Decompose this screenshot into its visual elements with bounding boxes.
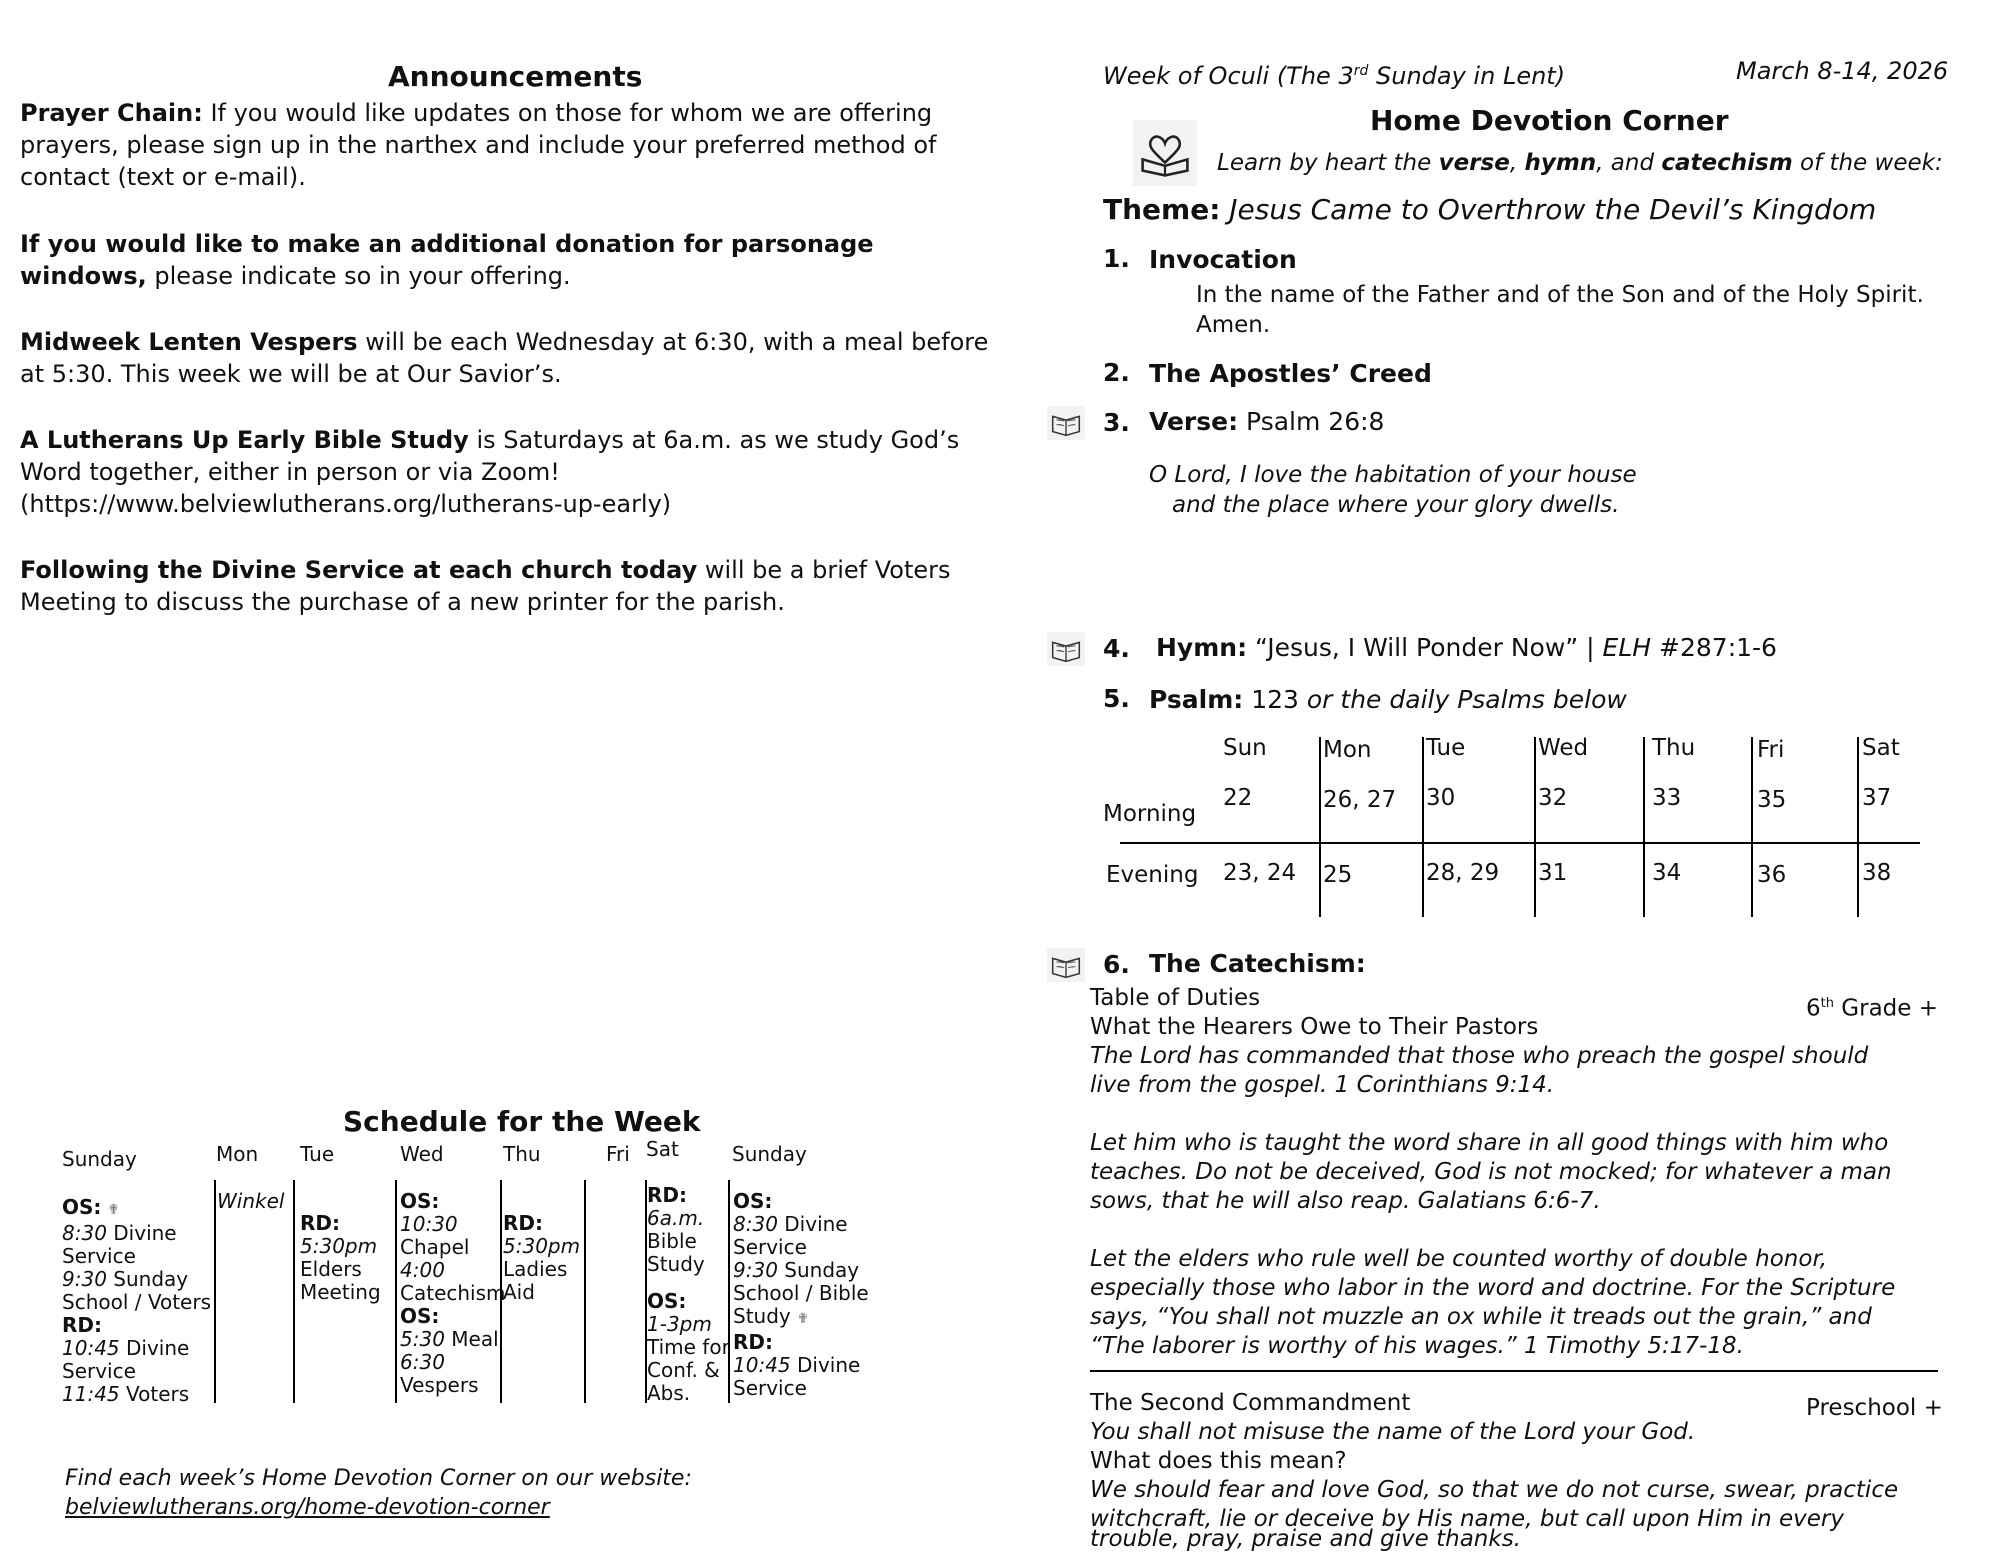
schedule-title: Schedule for the Week xyxy=(343,1105,701,1138)
footer-text: Find each week’s Home Devotion Corner on our website: xyxy=(65,1466,692,1491)
catechism-part-2-title: The Second Commandment xyxy=(1090,1390,1411,1416)
psalm-table-divider xyxy=(1319,737,1321,917)
psalm-day-thu: Thu xyxy=(1652,735,1696,761)
schedule-day-tue: Tue xyxy=(300,1142,335,1166)
verse-line-1: O Lord, I love the habitation of your house xyxy=(1149,462,1637,488)
psalm-morning-cell: 35 xyxy=(1757,787,1787,813)
schedule-day-sunday-2: Sunday xyxy=(732,1142,807,1166)
invocation-amen: Amen. xyxy=(1196,312,1271,338)
psalm-heading: Psalm: 123 or the daily Psalms below xyxy=(1149,685,1627,714)
psalm-evening-cell: 23, 24 xyxy=(1223,860,1297,886)
catechism-part-1-title: Table of Duties xyxy=(1090,985,1261,1011)
psalm-evening-cell: 25 xyxy=(1323,862,1353,888)
catechism-text-line: The Lord has commanded that those who preach the gospel should xyxy=(1090,1043,1869,1069)
psalm-morning-cell: 22 xyxy=(1223,785,1253,811)
schedule-sat-events: RD: 6a.m. Bible Study OS: 1-3pm Time for Conf. & Abs. xyxy=(647,1183,730,1405)
schedule-day-wed: Wed xyxy=(400,1142,444,1166)
schedule-divider xyxy=(584,1180,586,1403)
invocation-text: In the name of the Father and of the Son and of the Holy Spirit. xyxy=(1196,282,1924,308)
schedule-sunday-2-events: OS: 8:30 Divine Service 9:30 Sunday School / Bible Study ✟ RD: 10:45 Divine Service xyxy=(733,1189,869,1400)
schedule-wed-events: OS: 10:30 Chapel 4:00 Catechism OS: 5:30 Meal 6:30 Vespers xyxy=(400,1189,506,1397)
schedule-mon-event: Winkel xyxy=(217,1189,285,1213)
cross-icon: ✟ xyxy=(107,1202,120,1218)
announcement-prayer-chain: Prayer Chain: If you would like updates on those for whom we are offering prayers, please sign up in the narthex and include your preferred method of contact (text or e-mail). xyxy=(20,99,937,191)
psalm-evening-cell: 31 xyxy=(1538,860,1568,886)
open-book-icon xyxy=(1047,948,1085,982)
item-number: 2. xyxy=(1103,358,1130,387)
catechism-text-line: sows, that he will also reap. Galatians 6:6-7. xyxy=(1090,1188,1601,1214)
psalm-evening-cell: 36 xyxy=(1757,862,1787,888)
psalm-table-rule xyxy=(1120,842,1920,844)
catechism-label: The Catechism: xyxy=(1149,949,1366,978)
psalm-morning-cell: 26, 27 xyxy=(1323,787,1397,813)
psalm-day-mon: Mon xyxy=(1323,737,1372,763)
announcement-parsonage: If you would like to make an additional donation for parsonage windows, please indicate so in your offering. xyxy=(20,230,874,290)
schedule-day-sat: Sat xyxy=(646,1137,679,1161)
website-link[interactable]: belviewlutherans.org/home-devotion-corner xyxy=(65,1495,550,1520)
psalm-morning-cell: 33 xyxy=(1652,785,1682,811)
verse-heading: Verse: Psalm 26:8 xyxy=(1149,407,1385,436)
meaning-answer-line: witchcraft, lie or deceive by His name, but call upon Him in every xyxy=(1090,1506,1844,1532)
meaning-answer-line: trouble, pray, praise and give thanks. xyxy=(1090,1526,1521,1552)
psalm-day-fri: Fri xyxy=(1757,737,1785,763)
psalm-day-tue: Tue xyxy=(1426,735,1466,761)
catechism-part-1-subtitle: What the Hearers Owe to Their Pastors xyxy=(1090,1014,1539,1040)
psalm-table-divider xyxy=(1422,737,1424,917)
open-bible-icon xyxy=(1133,120,1197,186)
catechism-text-line: live from the gospel. 1 Corinthians 9:14. xyxy=(1090,1072,1555,1098)
psalm-table-divider xyxy=(1534,737,1536,917)
psalm-table-divider xyxy=(1751,737,1753,917)
schedule-day-sunday: Sunday xyxy=(62,1147,137,1171)
schedule-day-mon: Mon xyxy=(216,1142,259,1166)
invocation-label: Invocation xyxy=(1149,245,1297,274)
verse-line-2: and the place where your glory dwells. xyxy=(1172,492,1620,518)
psalm-evening-cell: 38 xyxy=(1862,860,1892,886)
schedule-thu-events: RD: 5:30pm Ladies Aid xyxy=(503,1211,581,1304)
commandment-text: You shall not misuse the name of the Lord your God. xyxy=(1090,1419,1696,1445)
item-number: 6. xyxy=(1103,950,1130,979)
psalm-morning-cell: 32 xyxy=(1538,785,1568,811)
psalm-day-sun: Sun xyxy=(1223,735,1267,761)
catechism-text-line: Let the elders who rule well be counted worthy of double honor, xyxy=(1090,1246,1828,1272)
schedule-tue-events: RD: 5:30pm Elders Meeting xyxy=(300,1211,381,1304)
schedule-day-thu: Thu xyxy=(503,1142,541,1166)
cross-icon: ✟ xyxy=(797,1311,809,1327)
open-book-icon xyxy=(1047,632,1085,666)
catechism-text-line: says, “You shall not muzzle an ox while it treads out the grain,” and xyxy=(1090,1304,1872,1330)
schedule-divider xyxy=(214,1180,216,1403)
psalm-evening-label: Evening xyxy=(1106,862,1199,888)
catechism-divider xyxy=(1090,1370,1938,1372)
schedule-divider xyxy=(293,1180,295,1403)
catechism-text-line: especially those who labor in the word and doctrine. For the Scripture xyxy=(1090,1275,1896,1301)
item-number: 3. xyxy=(1103,408,1130,437)
psalm-morning-label: Morning xyxy=(1103,801,1197,827)
catechism-text-line: teaches. Do not be deceived, God is not mocked; for whatever a man xyxy=(1090,1159,1892,1185)
schedule-sunday-events: OS: ✟ 8:30 Divine Service 9:30 Sunday School / Voters RD: 10:45 Divine Service 11:45 Voters xyxy=(62,1195,212,1406)
psalm-day-sat: Sat xyxy=(1862,735,1900,761)
schedule-divider xyxy=(395,1180,397,1403)
item-number: 1. xyxy=(1103,244,1130,273)
announcements-title: Announcements xyxy=(388,60,643,93)
theme: Theme: Jesus Came to Overthrow the Devil’s Kingdom xyxy=(1103,193,1877,226)
psalm-evening-cell: 34 xyxy=(1652,860,1682,886)
meaning-answer-line: We should fear and love God, so that we do not curse, swear, practice xyxy=(1090,1477,1899,1503)
announcement-bible-study: A Lutherans Up Early Bible Study is Saturdays at 6a.m. as we study God’s Word together, either in person or via Zoom! (https://www.belviewlutherans.org/lutherans-up-early) xyxy=(20,426,960,518)
meaning-question: What does this mean? xyxy=(1090,1448,1347,1474)
learn-by-heart: Learn by heart the verse, hymn, and catechism of the week: xyxy=(1217,150,1943,176)
creed-label: The Apostles’ Creed xyxy=(1149,359,1432,388)
announcement-vespers: Midweek Lenten Vespers will be each Wednesday at 6:30, with a meal before at 5:30. This week we will be at Our Savior’s. xyxy=(20,328,989,388)
item-number: 4. xyxy=(1103,634,1130,663)
item-number: 5. xyxy=(1103,684,1130,713)
catechism-text-line: “The laborer is worthy of his wages.” 1 Timothy 5:17-18. xyxy=(1090,1333,1744,1359)
psalm-table-divider xyxy=(1857,737,1859,917)
psalm-day-wed: Wed xyxy=(1538,735,1589,761)
catechism-text-line: Let him who is taught the word share in all good things with him who xyxy=(1090,1130,1889,1156)
devotion-title: Home Devotion Corner xyxy=(1370,104,1729,137)
schedule-day-fri: Fri xyxy=(606,1142,630,1166)
announcement-voters: Following the Divine Service at each church today will be a brief Voters Meeting to discuss the purchase of a new printer for the parish. xyxy=(20,556,951,616)
catechism-part-1-grade: 6th Grade + xyxy=(1806,995,1939,1022)
psalm-morning-cell: 30 xyxy=(1426,785,1456,811)
psalm-table-divider xyxy=(1643,737,1645,917)
open-book-icon xyxy=(1047,406,1085,440)
week-label: Week of Oculi (The 3rd Sunday in Lent) xyxy=(1103,62,1566,90)
catechism-part-2-grade: Preschool + xyxy=(1806,1395,1943,1421)
psalm-morning-cell: 37 xyxy=(1862,785,1892,811)
hymn-heading: Hymn: “Jesus, I Will Ponder Now” | ELH #287:1-6 xyxy=(1156,633,1777,662)
week-dates: March 8-14, 2026 xyxy=(1736,57,1949,85)
psalm-evening-cell: 28, 29 xyxy=(1426,860,1500,886)
